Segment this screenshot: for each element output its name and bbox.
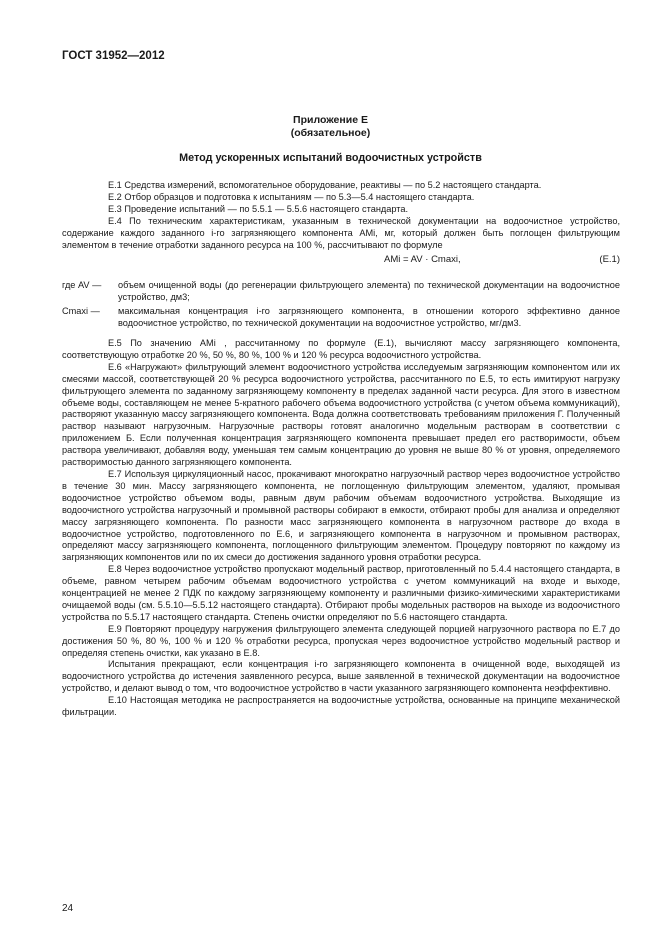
formula-expression: AMi = AV · Cmaxi, xyxy=(384,254,461,265)
definition-text: объем очищенной воды (до регенерации фильтрующего элемента) по технической документации на водоочистное устройство, дм3; xyxy=(118,280,620,302)
paragraph-e4: Е.4 По техническим характеристикам, указанным в технической документации на водоочистное устройство, содержание каждого заданного i-го загрязняющего компонента AMi, мг, который должен быть поглощен фильтрующим элементом в течение отработки заданного ресурса на 100 %, рассчитывают по формуле xyxy=(62,215,620,250)
top-paragraphs xyxy=(62,180,620,251)
formula-number: (Е.1) xyxy=(599,254,620,265)
paragraph-e7: Е.7 Используя циркуляционный насос, прокачивают многократно нагрузочный раствор через водоочистное устройство в течение 30 мин. Массу загрязняющего компонента, не поглощенную фильтрующим элементом, удаляют, промывая водоочистное устройство объемом воды, равным двум рабочим объемам водоочистного устройства. Выходящие из водоочистного устройства нагрузочный и промывной растворы собирают в емкости, отбирают пробы для анализа и определяют массу загрязняющего компонента. По разности масс загрязняющего компонента в нагрузочном растворе до входа в водоочистное устройство, подготовленного по Е.6, и загрязняющего компонента в нагрузочном и промывном растворах, определяют массу загрязняющего компонента, поглощенного фильтрующим элементом. Процедуру повторяют по каждому из загрязняющих компонентов или по их смеси до достижения заданного уровня отработки ресурса. xyxy=(62,468,620,563)
appendix-status: (обязательное) xyxy=(290,127,371,139)
standard-header: ГОСТ 31952—2012 xyxy=(62,50,165,62)
definitions xyxy=(62,280,620,332)
formula-e1 xyxy=(62,254,620,268)
definition-symbol: где AV — xyxy=(62,280,102,290)
page-number: 24 xyxy=(62,903,74,914)
paragraph-stop-conditions: Испытания прекращают, если концентрация i-го загрязняющего компонента в очищенной воде, выходящей из водоочистного устройства до истечения заявленного ресурса, выше заявленной в технической документации на водоочистное устройство, и делают вывод о том, что водоочистное устройство в части указанного загрязняющего компонента неэффективно. xyxy=(62,659,620,694)
definition-av xyxy=(62,280,620,304)
paragraph-e1: Е.1 Средства измерений, вспомогательное оборудование, реактивы — по 5.2 настоящего стандарта. xyxy=(108,180,542,190)
main-paragraphs xyxy=(62,338,620,719)
paragraph-e6: Е.6 «Нагружают» фильтрующий элемент водоочистного устройства исследуемым загрязняющим компонентом или их смесями массой, соответствующей 20 % ресурса водоочистного устройства, рассчитанного по Е.5, то есть имитируют нагрузку фильтрующего элемента по заданному загрязняющему компоненту в пределах заданной части ресурса. Для этого в известном объеме воды, составляющем не менее 5-кратного рабочего объема водоочистного устройства (с учетом объема коммуникаций), растворяют указанную массу загрязняющего компонента. Вода должна соответствовать требованиям приложения Г. Полученный раствор называют нагрузочным. Нагрузочные растворы готовят аналогично модельным растворам в соответствии с приложением Б. Если полученная концентрация загрязняющего компонента превышает предел его растворимости, объем раствора увеличивают, добавляя воду, уменьшая тем самым концентрацию до уровня не выше 80 % от уровня, определяемого растворимостью данного загрязняющего компонента. xyxy=(62,361,620,468)
definition-cmax xyxy=(62,306,620,330)
paragraph-e8: Е.8 Через водоочистное устройство пропускают модельный раствор, приготовленный по 5.4.4 настоящего стандарта, в объеме, равном четырем рабочим объемам водоочистного устройства с учетом коммуникаций на входе и выходе, концентрацией не менее 2 ПДК по каждому загрязняющему компоненту и различными физико-химическими характеристиками очищаемой воды (см. 5.5.10—5.5.12 настоящего стандарта). Отбирают пробы модельных растворов на выходе из водоочистного устройства по 5.5.17 настоящего стандарта. Степень очистки определяют по 5.6 настоящего стандарта. xyxy=(62,564,620,622)
appendix-label: Приложение Е xyxy=(293,114,368,126)
paragraph-e5: Е.5 По значению AMi , рассчитанному по формуле (Е.1), вычисляют массу загрязняющего компонента, соответствующую отработке 20 %, 50 %, 80 %, 100 % и 120 % ресурса водоочистного устройства. xyxy=(62,338,620,360)
definition-symbol: Cmaxi — xyxy=(62,305,100,316)
paragraph-e10: Е.10 Настоящая методика не распространяется на водоочистные устройства, основанные на принципе механической фильтрации. xyxy=(62,695,620,718)
definition-text: максимальная концентрация i-го загрязняющего компонента, в отношении которого эффективно данное водоочистное устройство, по технической документации на водоочистное устройство, мг/дм3. xyxy=(118,305,620,328)
paragraph-e3: Е.3 Проведение испытаний — по 5.5.1 — 5.5.6 настоящего стандарта. xyxy=(108,203,409,214)
paragraph-e2: Е.2 Отбор образцов и подготовка к испытаниям — по 5.3—5.4 настоящего стандарта. xyxy=(108,191,475,202)
section-title: Метод ускоренных испытаний водоочистных устройств xyxy=(179,152,482,164)
paragraph-e9: Е.9 Повторяют процедуру нагружения фильтрующего элемента следующей порцией нагрузочного раствора по Е.7 до достижения 50 %, 80 %, 100 % и 120 % отработки ресурса, пропуская через водоочистное устройство модельный раствор и определяя степень очистки, как указано в Е.8. xyxy=(62,623,620,658)
